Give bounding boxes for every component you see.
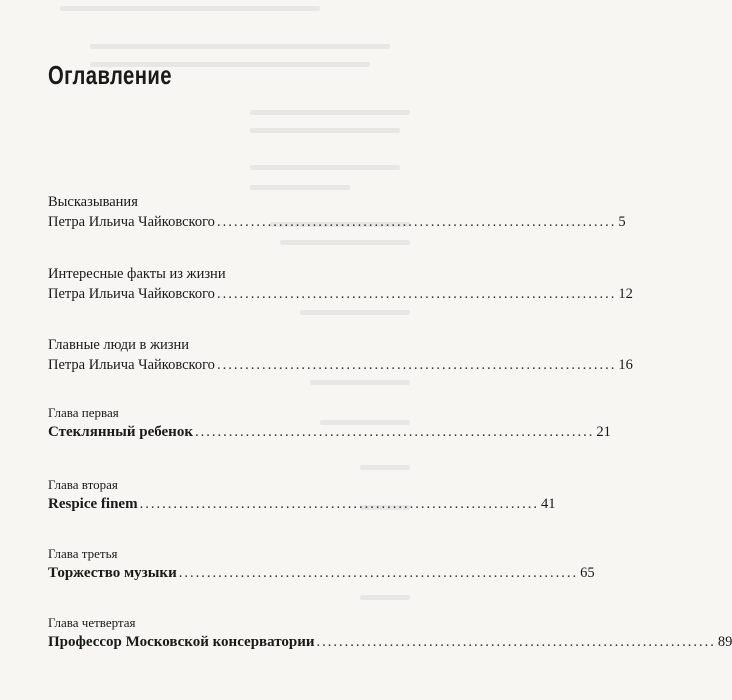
- toc-entry-page: 16: [618, 357, 633, 373]
- toc-entry-page: 12: [618, 286, 633, 302]
- toc-entry: [48, 614, 732, 652]
- toc-entry-title: Петра Ильича Чайковского: [48, 286, 215, 302]
- toc-entry-page: 89: [717, 634, 732, 650]
- dot-leader: .......................................................................: [194, 424, 595, 440]
- chapter-number: Глава вторая: [48, 477, 118, 492]
- dot-leader: .......................................................................: [216, 286, 617, 302]
- toc-entry: [48, 264, 633, 304]
- chapter-title: Стеклянный ребенок: [48, 424, 193, 440]
- toc-entry-page: 41: [540, 496, 556, 512]
- chapter-title: Профессор Московской консерватории: [48, 634, 315, 650]
- dot-leader: .......................................................................: [216, 357, 617, 373]
- dot-leader: .......................................................................: [139, 496, 539, 512]
- toc-entry-subtitle: Главные люди в жизни: [48, 337, 189, 353]
- toc-entry: [48, 476, 556, 514]
- toc-entry: [48, 404, 611, 442]
- chapter-number: Глава первая: [48, 405, 119, 420]
- chapter-title: Respice finem: [48, 496, 138, 512]
- chapter-title: Торжество музыки: [48, 565, 177, 581]
- dot-leader: .......................................................................: [178, 565, 579, 581]
- dot-leader: .......................................................................: [216, 214, 617, 230]
- toc-entry-subtitle: Высказывания: [48, 194, 138, 210]
- toc-entry: [48, 545, 595, 583]
- chapter-number: Глава третья: [48, 546, 118, 561]
- toc-heading: Оглавление: [48, 60, 172, 90]
- chapter-number: Глава четвертая: [48, 615, 136, 630]
- toc-entry-title: Петра Ильича Чайковского: [48, 357, 215, 373]
- toc-entry-title: Петра Ильича Чайковского: [48, 214, 215, 230]
- toc-entry-page: 65: [580, 565, 595, 581]
- toc-entry: [48, 335, 633, 375]
- toc-entry-page: 5: [618, 214, 626, 230]
- toc-entry: [48, 192, 626, 232]
- toc-entry-page: 21: [596, 424, 611, 440]
- dot-leader: .......................................................................: [316, 634, 716, 650]
- toc-entry-subtitle: Интересные факты из жизни: [48, 266, 226, 282]
